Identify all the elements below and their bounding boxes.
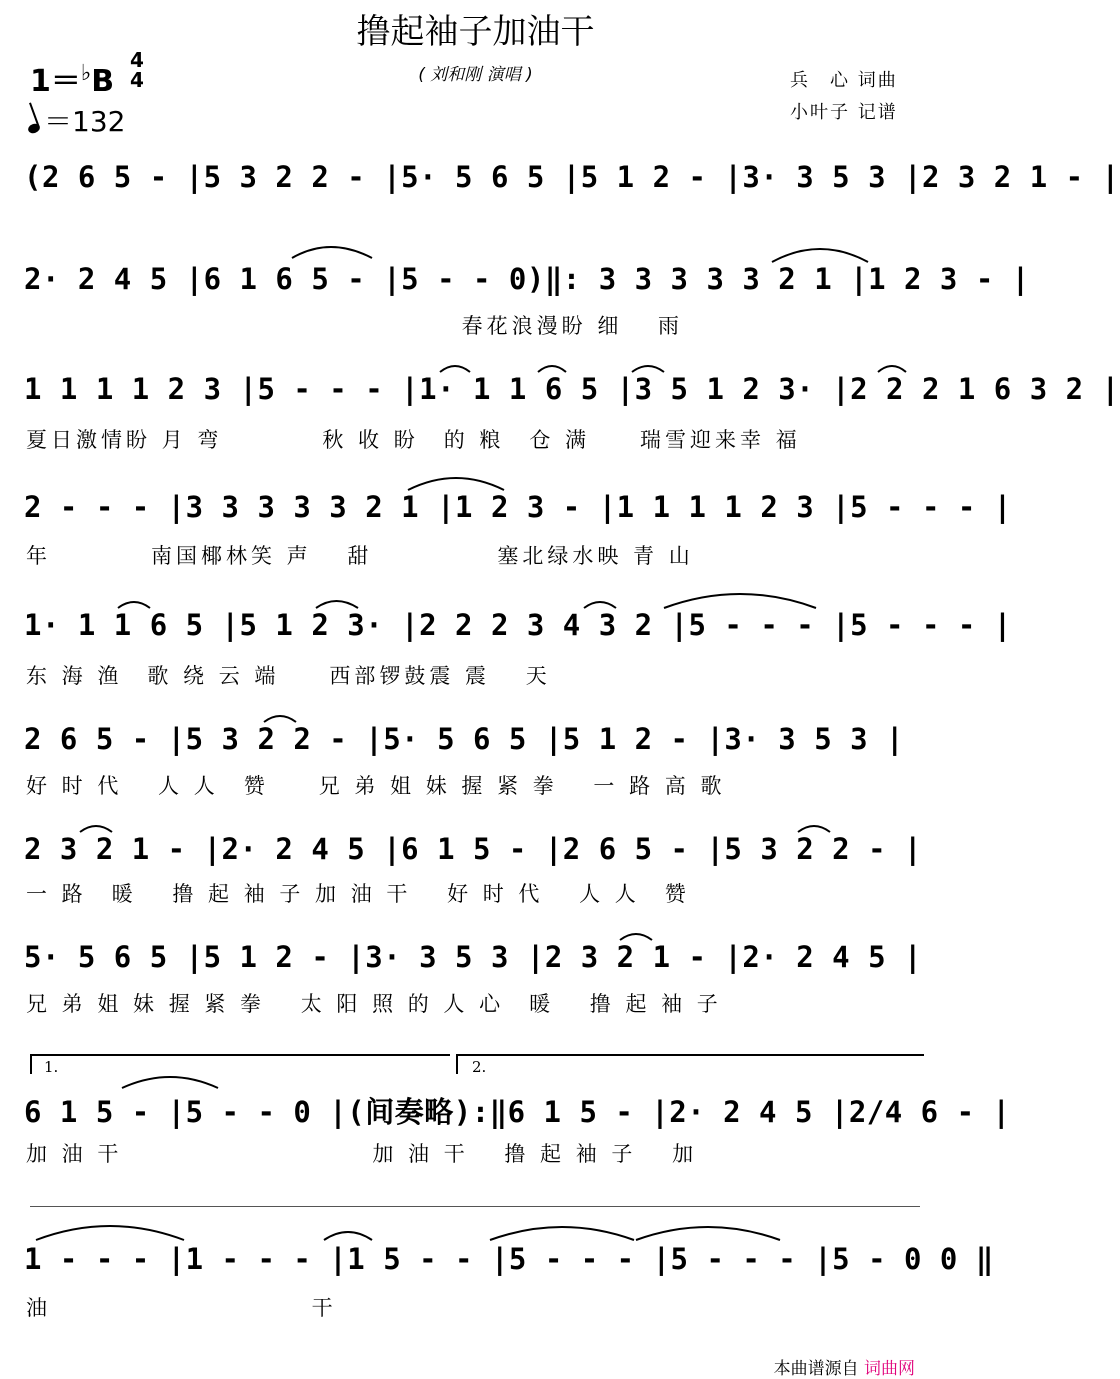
slur-arc [408,478,504,490]
notation-line-9: 6 1 5 - |5 - - 0 |(间奏略):‖6 1 5 - |2· 2 4 5 |2/4 6 - | [24,1095,1011,1129]
tie-arc [122,1077,218,1088]
time-denominator: 4 [130,68,144,92]
notation-line-7: 2 3 2 1 - |2· 2 4 5 |6 1 5 - |2 6 5 - |5 3 2 2 - | [24,832,922,866]
slur-arc [118,602,150,608]
lyricist-composer-credit: 兵 心 词曲 [790,70,898,91]
slur-arc [316,601,358,608]
lyrics-line-4: 年 南国椰林笑 声 甜 塞北绿水映 青 山 [26,544,694,568]
notation-line-3: 1 1 1 1 2 3 |5 - - - |1· 1 1 6 5 |3 5 1 2 3· |2 2 2 1 6 3 2 | [24,372,1120,406]
lyrics-line-10: 油 干 [26,1296,337,1320]
notation-line-8: 5· 5 6 5 |5 1 2 - |3· 3 5 3 |2 3 2 1 - |2· 2 4 5 | [24,940,922,974]
slur-arc [264,716,296,722]
first-ending-label: 1. [44,1058,59,1076]
notation-line-6: 2 6 5 - |5 3 2 2 - |5· 5 6 5 |5 1 2 - |3· 3 5 3 | [24,722,905,756]
slur-arc [80,826,112,832]
tie-arc [636,1227,780,1240]
song-title: 撸起袖子加油干 [356,12,595,52]
tie-arc [664,594,816,608]
slur-arc [878,366,906,372]
lyrics-line-7: 一 路 暖 撸 起 袖 子 加 油 干 好 时 代 人 人 赞 [26,882,690,906]
performer-credit: ( 刘和刚 演唱 ) [418,65,533,85]
tempo-value: ＝132 [44,105,126,138]
slur-arc [538,366,566,372]
transcriber-credit: 小叶子 记谱 [790,102,898,123]
time-numerator: 4 [130,48,144,72]
slur-arc [324,1232,372,1240]
notation-line-2: 2· 2 4 5 |6 1 6 5 - |5 - - 0)‖: 3 3 3 3 3 2 1 |1 2 3 - | [24,262,1030,296]
footer-prefix: 本曲谱源自 [773,1359,859,1379]
key-prefix: 1＝ [30,64,81,99]
notation-line-4: 2 - - - |3 3 3 3 3 2 1 |1 2 3 - |1 1 1 1 2 3 |5 - - - | [24,490,1012,524]
notation-line-5: 1· 1 1 6 5 |5 1 2 3· |2 2 2 3 4 3 2 |5 - - - |5 - - - | [24,608,1012,642]
slur-arc [440,366,470,372]
notation-line-1: (2 6 5 - |5 3 2 2 - |5· 5 6 5 |5 1 2 - |3· 3 5 3 |2 3 2 1 - | [24,160,1120,194]
key-note: B [91,64,115,99]
lyrics-line-6: 好 时 代 人 人 赞 兄 弟 姐 妹 握 紧 拳 一 路 高 歌 [26,774,726,798]
flat-symbol: ♭ [80,61,92,86]
tie-arc [292,247,372,258]
slur-arc [620,934,652,940]
slur-arc [772,249,868,262]
slur-arc [632,366,664,372]
second-ending-label: 2. [472,1058,487,1076]
lyrics-line-5: 东 海 渔 歌 绕 云 端 西部锣鼓震 震 天 [26,664,551,688]
lyrics-line-8: 兄 弟 姐 妹 握 紧 拳 太 阳 照 的 人 心 暖 撸 起 袖 子 [26,992,722,1016]
notation-line-10: 1 - - - |1 - - - |1 5 - - |5 - - - |5 - - - |5 - 0 0 ‖ [24,1242,994,1276]
slur-arc [798,826,830,832]
lyrics-line-9: 加 油 干 加 油 干 撸 起 袖 子 加 [26,1142,698,1166]
lyrics-line-3: 夏日激情盼 月 弯 秋 收 盼 的 粮 仓 满 瑞雪迎来幸 福 [26,428,801,452]
tie-arc [490,1227,634,1240]
source-footer [774,1354,915,1379]
footer-source-link[interactable]: 词曲网 [864,1359,915,1379]
tie-arc [36,1226,184,1240]
slur-arc [584,602,616,608]
lyrics-line-2: 春花浪漫盼 细 雨 [26,314,684,338]
